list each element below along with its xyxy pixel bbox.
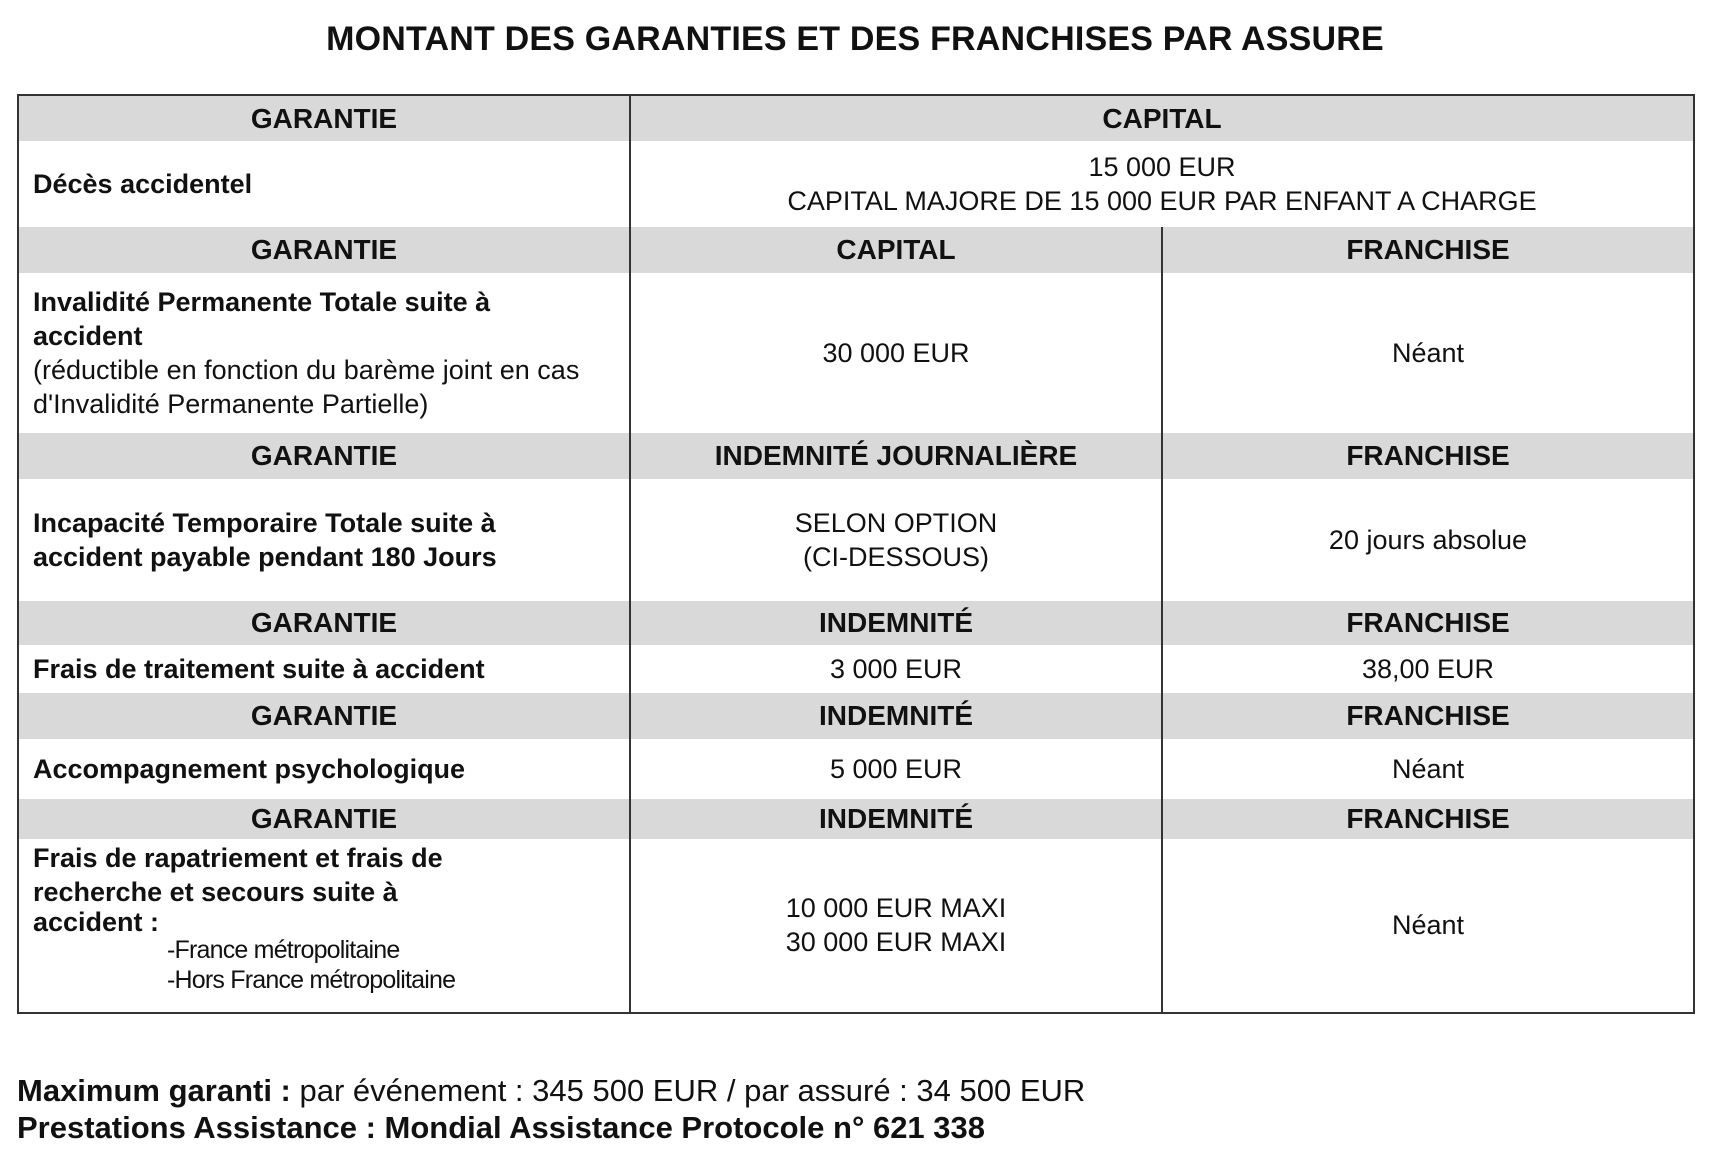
capital-amount: 15 000 EUR [1088,152,1236,182]
maximum-garanti-label: Maximum garanti : [17,1073,291,1108]
header-indemnite-journaliere: INDEMNITÉ JOURNALIÈRE [630,433,1162,479]
table-row [18,141,1694,227]
header-garantie: GARANTIE [18,433,630,479]
guarantee-label [18,273,630,433]
table-header-row [18,95,1694,141]
table-header-row [18,227,1694,273]
guarantee-label: Accompagnement psychologique [18,739,630,799]
capital-value [630,141,1694,227]
indemnite-france: 10 000 EUR MAXI [785,892,1007,923]
capital-value: 30 000 EUR [630,273,1162,433]
guarantee-label [18,839,630,1013]
guarantee-label: Frais de traitement suite à accident [18,645,630,693]
franchise-value: Néant [1162,739,1694,799]
indemnite-line1: SELON OPTION [794,508,998,538]
guarantee-label: Décès accidentel [18,141,630,227]
header-franchise: FRANCHISE [1162,601,1694,645]
table-header-row [18,433,1694,479]
guarantee-title: Invalidité Permanente Totale suite à accident [33,287,491,351]
page-title: MONTANT DES GARANTIES ET DES FRANCHISES PAR ASSURE [326,20,1384,58]
indemnite-hors-france: 30 000 EUR MAXI [785,926,1007,957]
maximum-garanti-line [17,1072,1085,1109]
indemnite-value [630,479,1162,601]
header-franchise: FRANCHISE [1162,799,1694,839]
header-indemnite: INDEMNITÉ [630,693,1162,739]
franchise-value: Néant [1162,273,1694,433]
header-garantie: GARANTIE [18,601,630,645]
table-row [18,479,1694,601]
header-garantie: GARANTIE [18,799,630,839]
guarantee-label [18,479,630,601]
header-garantie: GARANTIE [18,95,630,141]
table-header-row [18,693,1694,739]
header-franchise: FRANCHISE [1162,433,1694,479]
zone-france: -France métropolitaine [167,936,400,964]
header-indemnite: INDEMNITÉ [630,601,1162,645]
table-row [18,645,1694,693]
guarantee-note: (réductible en fonction du barème joint en cas d'Invalidité Permanente Partielle) [33,355,580,419]
indemnite-value: 5 000 EUR [630,739,1162,799]
header-franchise: FRANCHISE [1162,693,1694,739]
header-indemnite: INDEMNITÉ [630,799,1162,839]
table-row [18,839,1694,1013]
header-capital: CAPITAL [630,95,1694,141]
guarantee-title-line1: Frais de rapatriement et frais de [33,843,443,873]
guarantee-title-line2: accident payable pendant 180 Jours [33,542,497,572]
footer-notes [17,1072,1085,1146]
zone-hors-france: -Hors France métropolitaine [167,966,456,994]
header-garantie: GARANTIE [18,227,630,273]
prestations-assistance: Prestations Assistance : Mondial Assistance Protocole n° 621 338 [17,1110,986,1145]
guarantee-title-line1: Incapacité Temporaire Totale suite à [33,508,496,538]
maximum-garanti-text: par événement : 345 500 EUR / par assuré : 34 500 EUR [290,1073,1086,1108]
table-row [18,739,1694,799]
indemnite-value [630,839,1162,1013]
header-capital: CAPITAL [630,227,1162,273]
header-franchise: FRANCHISE [1162,227,1694,273]
franchise-value: Néant [1162,839,1694,1013]
guarantees-table [17,94,1695,1014]
capital-note: CAPITAL MAJORE DE 15 000 EUR PAR ENFANT A CHARGE [787,186,1537,216]
header-garantie: GARANTIE [18,693,630,739]
table-header-row [18,601,1694,645]
table-header-row [18,799,1694,839]
indemnite-line2: (CI-DESSOUS) [802,542,989,572]
guarantee-title-line2: recherche et secours suite à [33,877,398,907]
indemnite-value: 3 000 EUR [630,645,1162,693]
franchise-value: 38,00 EUR [1162,645,1694,693]
franchise-value: 20 jours absolue [1162,479,1694,601]
table-row [18,273,1694,433]
guarantee-title-line3: accident : [33,907,160,937]
